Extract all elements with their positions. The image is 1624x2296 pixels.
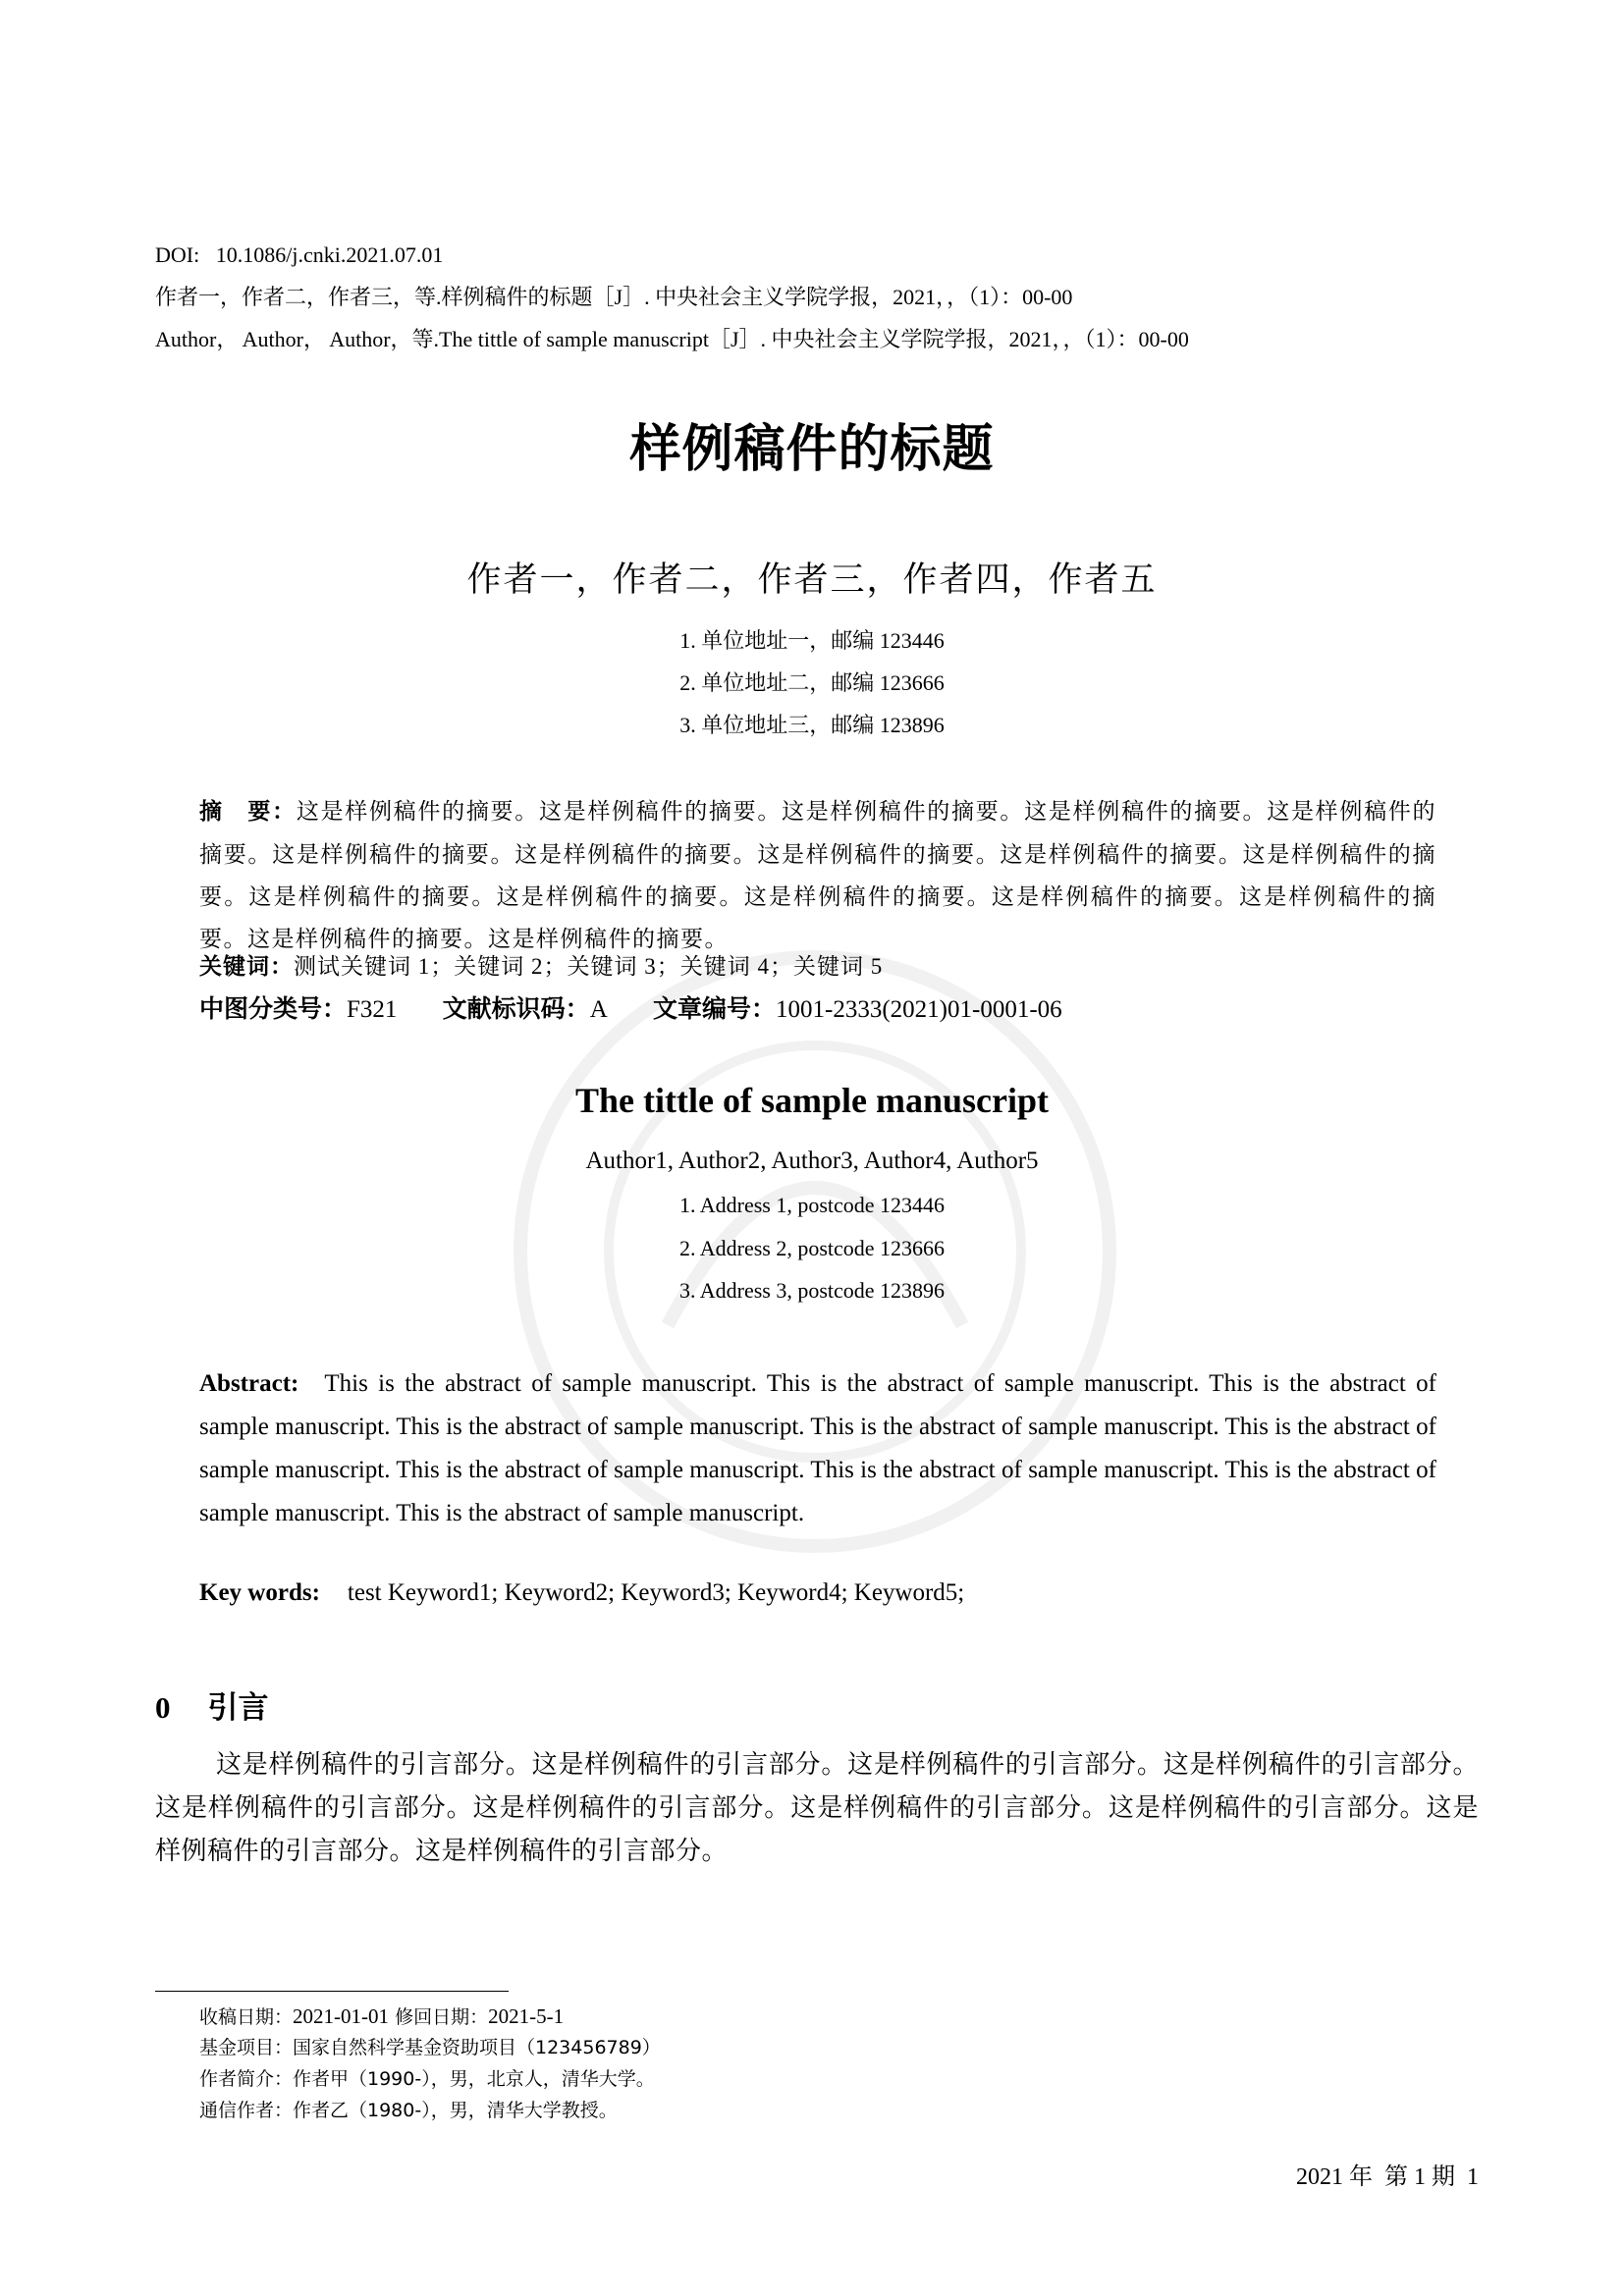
abstract-english <box>199 1362 1436 1535</box>
title-english: The tittle of sample manuscript <box>575 1081 1049 1120</box>
classification-line <box>199 994 1436 1025</box>
keywords-english <box>199 1578 1436 1608</box>
keywords-english-text: test Keyword1; Keyword2; Keyword3; Keyword4; Keyword5; <box>347 1579 965 1606</box>
article-number-label: 文章编号： <box>653 994 777 1023</box>
authors-chinese: 作者一，作者二，作者三，作者四，作者五 <box>466 561 1158 599</box>
revised-date: 2021-5-1 <box>488 2004 565 2028</box>
footnote-author-bio: 作者简介：作者甲（1990-），男，北京人，清华大学。 <box>199 2068 655 2090</box>
affiliation-chinese: 1. 单位地址一，邮编 123446 <box>679 628 945 653</box>
document-code-label: 文献标识码： <box>442 994 590 1023</box>
keywords-english-label: Key words: <box>199 1579 320 1606</box>
authors-english: Author1, Author2, Author3, Author4, Author5 <box>585 1148 1039 1174</box>
affiliation-chinese: 3. 单位地址三，邮编 123896 <box>679 713 945 737</box>
citation-english: Author， Author， Author，等.The tittle of sample manuscript［J］. 中央社会主义学院学报，2021，，（1）：00-00 <box>155 327 1189 351</box>
footnote-fund: 基金项目：国家自然科学基金资助项目（123456789） <box>199 2037 661 2058</box>
section-title: 引言 <box>207 1690 269 1726</box>
received-label: 收稿日期： <box>199 2006 294 2028</box>
footer-year: 2021 年 <box>1296 2164 1373 2190</box>
keywords-chinese <box>199 952 1436 982</box>
affiliation-english: 1. Address 1, postcode 123446 <box>678 1193 946 1217</box>
document-code-value: A <box>589 996 608 1023</box>
abstract-chinese-label: 摘 要： <box>199 799 297 825</box>
page-number: 1 <box>1467 2164 1479 2190</box>
received-date: 2021-01-01 <box>293 2004 390 2028</box>
affiliation-english: 2. Address 2, postcode 123666 <box>678 1236 946 1260</box>
section-heading <box>155 1682 269 1727</box>
article-number-value: 1001-2333(2021)01-0001-06 <box>776 996 1062 1023</box>
section-number: 0 <box>155 1690 171 1725</box>
keywords-chinese-label: 关键词： <box>199 954 294 980</box>
footnote-divider <box>155 1991 509 1992</box>
affiliation-chinese: 2. 单位地址二，邮编 123666 <box>679 670 945 695</box>
footnote-dates <box>199 2004 564 2029</box>
doi-label: DOI: <box>155 242 200 267</box>
revised-label: 修回日期： <box>395 2006 489 2028</box>
citation-chinese: 作者一，作者二，作者三，等.样例稿件的标题［J］. 中央社会主义学院学报，2021，，（1）：00-00 <box>155 285 1073 309</box>
footer-issue: 第 1 期 <box>1384 2164 1455 2190</box>
abstract-chinese <box>199 790 1436 960</box>
doi-line <box>155 240 443 270</box>
affiliation-english: 3. Address 3, postcode 123896 <box>678 1278 946 1303</box>
abstract-chinese-text: 这是样例稿件的摘要。这是样例稿件的摘要。这是样例稿件的摘要。这是样例稿件的摘要。这是样例稿件的摘要。这是样例稿件的摘要。这是样例稿件的摘要。这是样例稿件的摘要。这是样例稿件的摘要。这是样例稿件的摘要。这是样例稿件的摘要。这是样例稿件的摘要。这是样例稿件的摘要。这是样例稿件的摘要。这是样例稿件的摘要。这是样例稿件的摘要。这是样例稿件的摘要。 <box>199 799 1437 951</box>
keywords-chinese-text: 测试关键词 1；关键词 2；关键词 3；关键词 4；关键词 5 <box>294 954 884 979</box>
clc-label: 中图分类号： <box>199 994 348 1023</box>
title-chinese: 样例稿件的标题 <box>629 420 995 479</box>
abstract-english-label: Abstract: <box>199 1370 299 1397</box>
clc-value: F321 <box>347 996 398 1023</box>
introduction-paragraph: 这是样例稿件的引言部分。这是样例稿件的引言部分。这是样例稿件的引言部分。这是样例稿件的引言部分。这是样例稿件的引言部分。这是样例稿件的引言部分。这是样例稿件的引言部分。这是样例稿件的引言部分。这是样例稿件的引言部分。这是样例稿件的引言部分。 <box>155 1750 1479 1865</box>
footnote-corresponding-author: 通信作者：作者乙（1980-），男，清华大学教授。 <box>199 2100 618 2121</box>
page-footer <box>1284 2157 1479 2191</box>
doi-value: 10.1086/j.cnki.2021.07.01 <box>215 242 444 267</box>
abstract-english-text: This is the abstract of sample manuscript. This is the abstract of sample manuscript. This is the abstract of sample manuscript. This is the abstract of sample manuscript. This is the abstract of sample manuscript. This is the abstract of sample manuscript. This is the abstract of sample manuscript. This is the abstract of sample manuscript. This is the abstract of sample manuscript. This is the abstract of sample manuscript. <box>199 1370 1436 1526</box>
